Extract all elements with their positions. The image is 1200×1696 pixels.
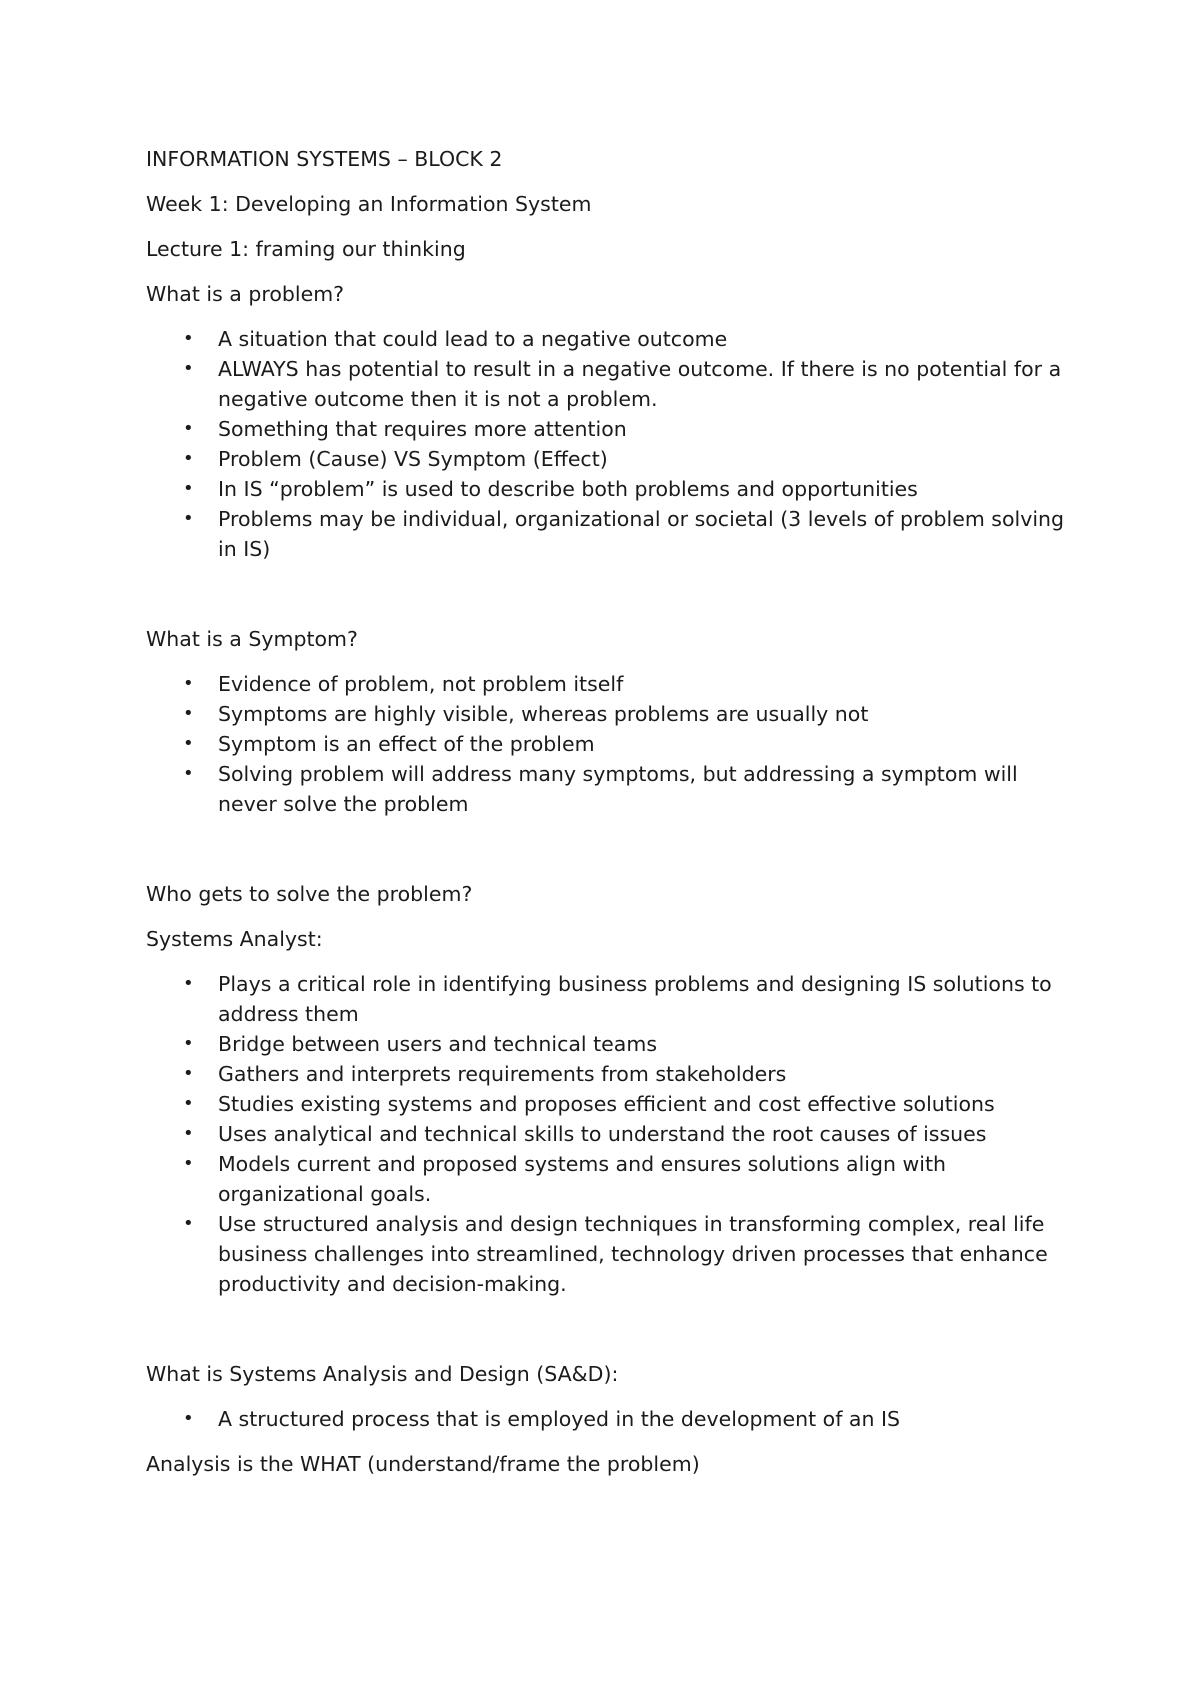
sad-list (146, 1404, 1076, 1434)
list-item-text: Uses analytical and technical skills to understand the root causes of issues (218, 1122, 987, 1146)
list-item-text: Problems may be individual, organizational or societal (3 levels of problem solving in IS) (218, 507, 1065, 561)
bullet-icon: • (183, 358, 194, 379)
list-item-text: Evidence of problem, not problem itself (218, 672, 624, 696)
section-spacer (146, 579, 1076, 624)
list-item (146, 1149, 1076, 1209)
bullet-icon: • (183, 1063, 194, 1084)
list-item (146, 669, 1076, 699)
bullet-icon: • (183, 418, 194, 439)
list-item (146, 414, 1076, 444)
list-item-text: A situation that could lead to a negative outcome (218, 327, 728, 351)
bullet-icon: • (183, 1408, 194, 1429)
list-item-text: Studies existing systems and proposes efficient and cost effective solutions (218, 1092, 995, 1116)
bullet-icon: • (183, 973, 194, 994)
systems-analyst-heading: Systems Analyst: (146, 927, 323, 951)
list-item-text: Plays a critical role in identifying business problems and designing IS solutions to address them (218, 972, 1052, 1026)
list-item-text: Something that requires more attention (218, 417, 627, 441)
list-item-text: Use structured analysis and design techniques in transforming complex, real life business challenges into streamlined, technology driven processes that enhance productivity and decision-making. (218, 1212, 1048, 1296)
list-item (146, 759, 1076, 819)
list-item (146, 699, 1076, 729)
symptom-list (146, 669, 1076, 819)
list-item-text: Problem (Cause) VS Symptom (Effect) (218, 447, 608, 471)
list-item-text: Symptoms are highly visible, whereas problems are usually not (218, 702, 869, 726)
week-heading: Week 1: Developing an Information System (146, 192, 592, 216)
list-item-text: Bridge between users and technical teams (218, 1032, 658, 1056)
list-item-text: ALWAYS has potential to result in a negative outcome. If there is no potential for a negative outcome then it is not a problem. (218, 357, 1062, 411)
bullet-icon: • (183, 328, 194, 349)
bullet-icon: • (183, 703, 194, 724)
list-item (146, 324, 1076, 354)
bullet-icon: • (183, 1153, 194, 1174)
bullet-icon: • (183, 508, 194, 529)
list-item (146, 474, 1076, 504)
bullet-icon: • (183, 1123, 194, 1144)
list-item (146, 354, 1076, 414)
list-item (146, 444, 1076, 474)
list-item-text: Solving problem will address many symptoms, but addressing a symptom will never solve the problem (218, 762, 1018, 816)
problem-heading: What is a problem? (146, 282, 345, 306)
list-item (146, 969, 1076, 1029)
lecture-heading: Lecture 1: framing our thinking (146, 237, 466, 261)
bullet-icon: • (183, 1093, 194, 1114)
section-spacer (146, 1314, 1076, 1359)
sad-heading: What is Systems Analysis and Design (SA&D): (146, 1362, 619, 1386)
list-item (146, 729, 1076, 759)
list-item (146, 504, 1076, 564)
list-item (146, 1209, 1076, 1299)
symptom-heading: What is a Symptom? (146, 627, 358, 651)
bullet-icon: • (183, 478, 194, 499)
list-item (146, 1119, 1076, 1149)
list-item-text: Symptom is an effect of the problem (218, 732, 595, 756)
bullet-icon: • (183, 673, 194, 694)
list-item-text: Gathers and interprets requirements from stakeholders (218, 1062, 787, 1086)
bullet-icon: • (183, 1033, 194, 1054)
list-item-text: A structured process that is employed in the development of an IS (218, 1407, 901, 1431)
bullet-icon: • (183, 1213, 194, 1234)
list-item (146, 1059, 1076, 1089)
document-body (146, 144, 1076, 1494)
problem-list (146, 324, 1076, 564)
bullet-icon: • (183, 448, 194, 469)
section-spacer (146, 834, 1076, 879)
bullet-icon: • (183, 763, 194, 784)
systems-analyst-list (146, 969, 1076, 1299)
solver-heading: Who gets to solve the problem? (146, 882, 473, 906)
document-title: INFORMATION SYSTEMS – BLOCK 2 (146, 147, 503, 171)
list-item (146, 1089, 1076, 1119)
analysis-statement: Analysis is the WHAT (understand/frame the problem) (146, 1452, 700, 1476)
list-item-text: In IS “problem” is used to describe both problems and opportunities (218, 477, 918, 501)
bullet-icon: • (183, 733, 194, 754)
list-item (146, 1404, 1076, 1434)
list-item (146, 1029, 1076, 1059)
list-item-text: Models current and proposed systems and ensures solutions align with organizational goals. (218, 1152, 947, 1206)
